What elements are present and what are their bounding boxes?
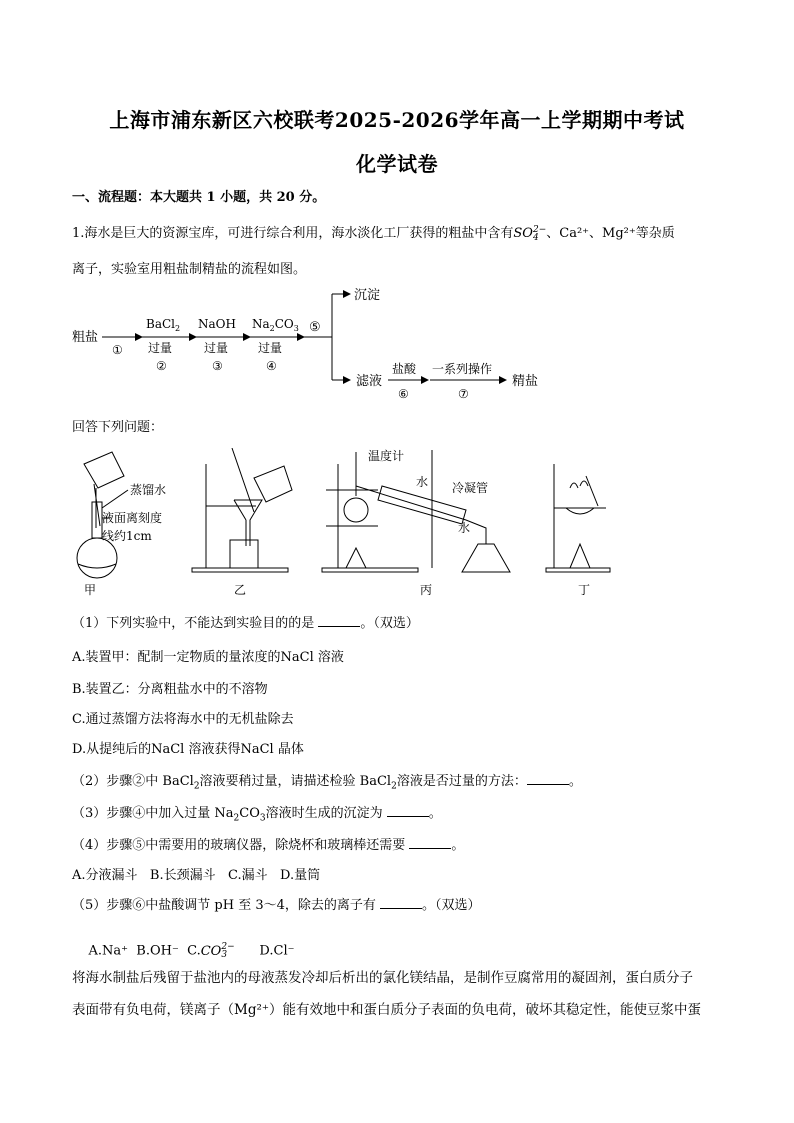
na2co3-sub2: 3 — [293, 324, 299, 333]
ding-stand-base — [546, 568, 610, 572]
flow-step-3: ③ — [212, 359, 223, 373]
sub1-end: 。（双选） — [360, 616, 419, 631]
options-5-ab: A.Na⁺ B.OH⁻ C. — [88, 943, 201, 959]
flow-excess-3: 过量 — [204, 341, 229, 355]
flow-step-4: ④ — [266, 359, 277, 373]
jia-liquid — [78, 564, 116, 568]
flow-product: 精盐 — [512, 374, 539, 389]
flow-excess-4: 过量 — [258, 341, 283, 355]
sulfate-ion — [513, 226, 546, 241]
apparatus-yi — [192, 448, 292, 572]
bing-flask — [344, 498, 368, 522]
sub2-text-c: 溶液是否过量的方法： — [396, 774, 527, 789]
flow-precipitate: 沉淀 — [354, 288, 381, 303]
exam-title: 上海市浦东新区六校联考2025-2026学年高一上学期期中考试 — [109, 108, 685, 132]
sub3-subscript-2: 3 — [259, 813, 266, 824]
carbonate-ion — [201, 944, 235, 959]
sub2-end: 。 — [568, 774, 582, 789]
jia-flask-body — [77, 538, 117, 578]
sub-question-5 — [72, 894, 732, 913]
apparatus-bing — [322, 450, 510, 572]
jia-glass-rod — [94, 484, 100, 526]
option-1b: B.装置乙：分离粗盐水中的不溶物 — [72, 682, 268, 697]
sub2-text-b: 溶液要稍过量，请描述检验 BaCl — [199, 774, 392, 789]
passage-line-2: 表面带有负电荷，镁离子（Mg²⁺）能有效地中和蛋白质分子表面的负电荷，破坏其稳定性，能使豆浆中蛋 — [72, 1002, 702, 1018]
sub-question-1 — [72, 612, 732, 631]
jia-label-level: 液面离刻度 — [102, 511, 163, 525]
sub5-end: 。（双选） — [422, 898, 481, 913]
bing-burner — [346, 548, 366, 568]
flow-reagent-hcl: 盐酸 — [392, 362, 417, 376]
flow-step-1: ① — [112, 343, 123, 357]
apparatus-figure — [66, 448, 626, 602]
bacl2-symbol: BaCl — [146, 317, 175, 331]
flow-reagent-naoh: NaOH — [198, 317, 236, 331]
answer-blank-1[interactable] — [318, 614, 360, 627]
option-1c: C.通过蒸馏方法将海水中的无机盐除去 — [72, 712, 294, 727]
jia-label-water: 蒸馏水 — [130, 483, 167, 497]
flow-step-5: ⑤ — [309, 320, 321, 335]
section-heading: 一、流程题：本大题共 1 小题，共 20 分。 — [72, 190, 326, 205]
sub3-subscript-1: 2 — [233, 813, 240, 824]
q1-intro-text-b: 、Ca²⁺、Mg²⁺等杂质 — [546, 226, 675, 241]
question-1-intro-line1 — [72, 222, 732, 242]
flow-step-6: ⑥ — [398, 387, 409, 399]
caption-yi: 乙 — [234, 583, 247, 597]
sub1-text: （1）下列实验中，不能达到实验目的的是 — [72, 616, 315, 631]
flow-step-7: ⑦ — [458, 387, 469, 399]
yi-funnel-side — [234, 500, 246, 520]
sub-question-2 — [72, 770, 732, 792]
sub-question-3 — [72, 802, 732, 824]
bing-label-water-in: 水 — [416, 475, 429, 489]
bing-condenser-inner — [356, 486, 466, 520]
jia-beaker — [84, 452, 124, 488]
exam-subtitle: 化学试卷 — [356, 152, 438, 176]
carbonate-subscript: 3 — [221, 950, 228, 960]
ding-evaporating-dish — [566, 508, 594, 514]
option-1a: A.装置甲：配制一定物质的量浓度的NaCl 溶液 — [72, 650, 344, 665]
flow-ops: 一系列操作 — [432, 362, 493, 376]
sub-question-4 — [72, 834, 732, 853]
sub4-end: 。 — [451, 838, 465, 853]
answer-blank-5[interactable] — [380, 896, 422, 909]
jia-leader-1 — [102, 490, 128, 508]
ding-burner — [570, 544, 590, 568]
bing-stand-base — [322, 568, 418, 572]
sub3-text-a: （3）步骤④中加入过量 Na — [72, 806, 234, 821]
flow-step-2: ② — [156, 359, 167, 373]
answer-prompt: 回答下列问题： — [72, 420, 164, 435]
option-1d: D.从提纯后的NaCl 溶液获得NaCl 晶体 — [72, 742, 304, 757]
ding-steam — [570, 481, 588, 488]
caption-ding: 丁 — [578, 583, 591, 597]
caption-bing: 丙 — [420, 583, 433, 597]
answer-blank-2[interactable] — [527, 772, 569, 785]
caption-jia: 甲 — [84, 583, 97, 597]
answer-blank-3[interactable] — [387, 804, 429, 817]
flow-excess-2: 过量 — [148, 341, 173, 355]
yi-stand-base — [192, 568, 288, 572]
yi-receiving-beaker — [230, 540, 258, 568]
carbonate-charge: 2− — [221, 942, 235, 952]
sulfate-ion-charge: 2− — [532, 224, 547, 235]
flow-reagent-bacl2 — [146, 317, 180, 333]
sub2-text-a: （2）步骤②中 BaCl — [72, 774, 194, 789]
sulfate-ion-symbol: SO — [513, 226, 533, 241]
bacl2-subscript: 2 — [175, 324, 181, 333]
flow-reagent-na2co3 — [252, 317, 299, 333]
sub3-co: CO — [239, 806, 260, 821]
sub5-text: （5）步骤⑥中盐酸调节 pH 至 3～4，除去的离子有 — [72, 898, 376, 913]
flow-diagram — [70, 284, 590, 399]
bing-label-condenser: 冷凝管 — [452, 481, 489, 495]
flow-filtrate: 滤液 — [356, 374, 383, 389]
na2co3-sub1: 2 — [269, 324, 275, 333]
ding-glass-rod — [586, 476, 598, 506]
bing-label-water-out: 水 — [458, 521, 471, 535]
answer-blank-4[interactable] — [409, 836, 451, 849]
na2co3-na: Na — [252, 317, 270, 331]
bing-label-thermometer: 温度计 — [368, 449, 405, 463]
na2co3-co: CO — [274, 317, 294, 331]
flow-start: 粗盐 — [72, 330, 99, 345]
yi-pour-beaker — [254, 466, 292, 502]
sub3-text-b: 溶液时生成的沉淀为 — [265, 806, 383, 821]
apparatus-ding — [546, 464, 610, 572]
sub2-subscript-2: 2 — [391, 781, 397, 792]
sub3-end: 。 — [428, 806, 442, 821]
sulfate-ion-subscript: 4 — [532, 232, 539, 243]
question-1-intro-line2: 离子，实验室用粗盐制精盐的流程如图。 — [72, 262, 307, 277]
passage-line-1: 将海水制盐后残留于盐池内的母液蒸发冷却后析出的氯化镁结晶，是制作豆腐常用的凝固剂，蛋白质分子 — [72, 970, 693, 986]
bing-erlenmeyer — [462, 544, 510, 572]
sub4-text: （4）步骤⑤中需要用的玻璃仪器，除烧杯和玻璃棒还需要 — [72, 838, 406, 853]
jia-label-mark: 线约1cm — [102, 529, 152, 543]
options-5-d: D.Cl⁻ — [259, 943, 295, 959]
carbonate-symbol: CO — [200, 943, 222, 959]
q1-intro-text-a: 1.海水是巨大的资源宝库，可进行综合利用，海水淡化工厂获得的粗盐中含有 — [72, 226, 514, 241]
sub2-subscript: 2 — [193, 781, 200, 792]
options-4: A.分液漏斗 B.长颈漏斗 C.漏斗 D.量筒 — [72, 868, 321, 883]
